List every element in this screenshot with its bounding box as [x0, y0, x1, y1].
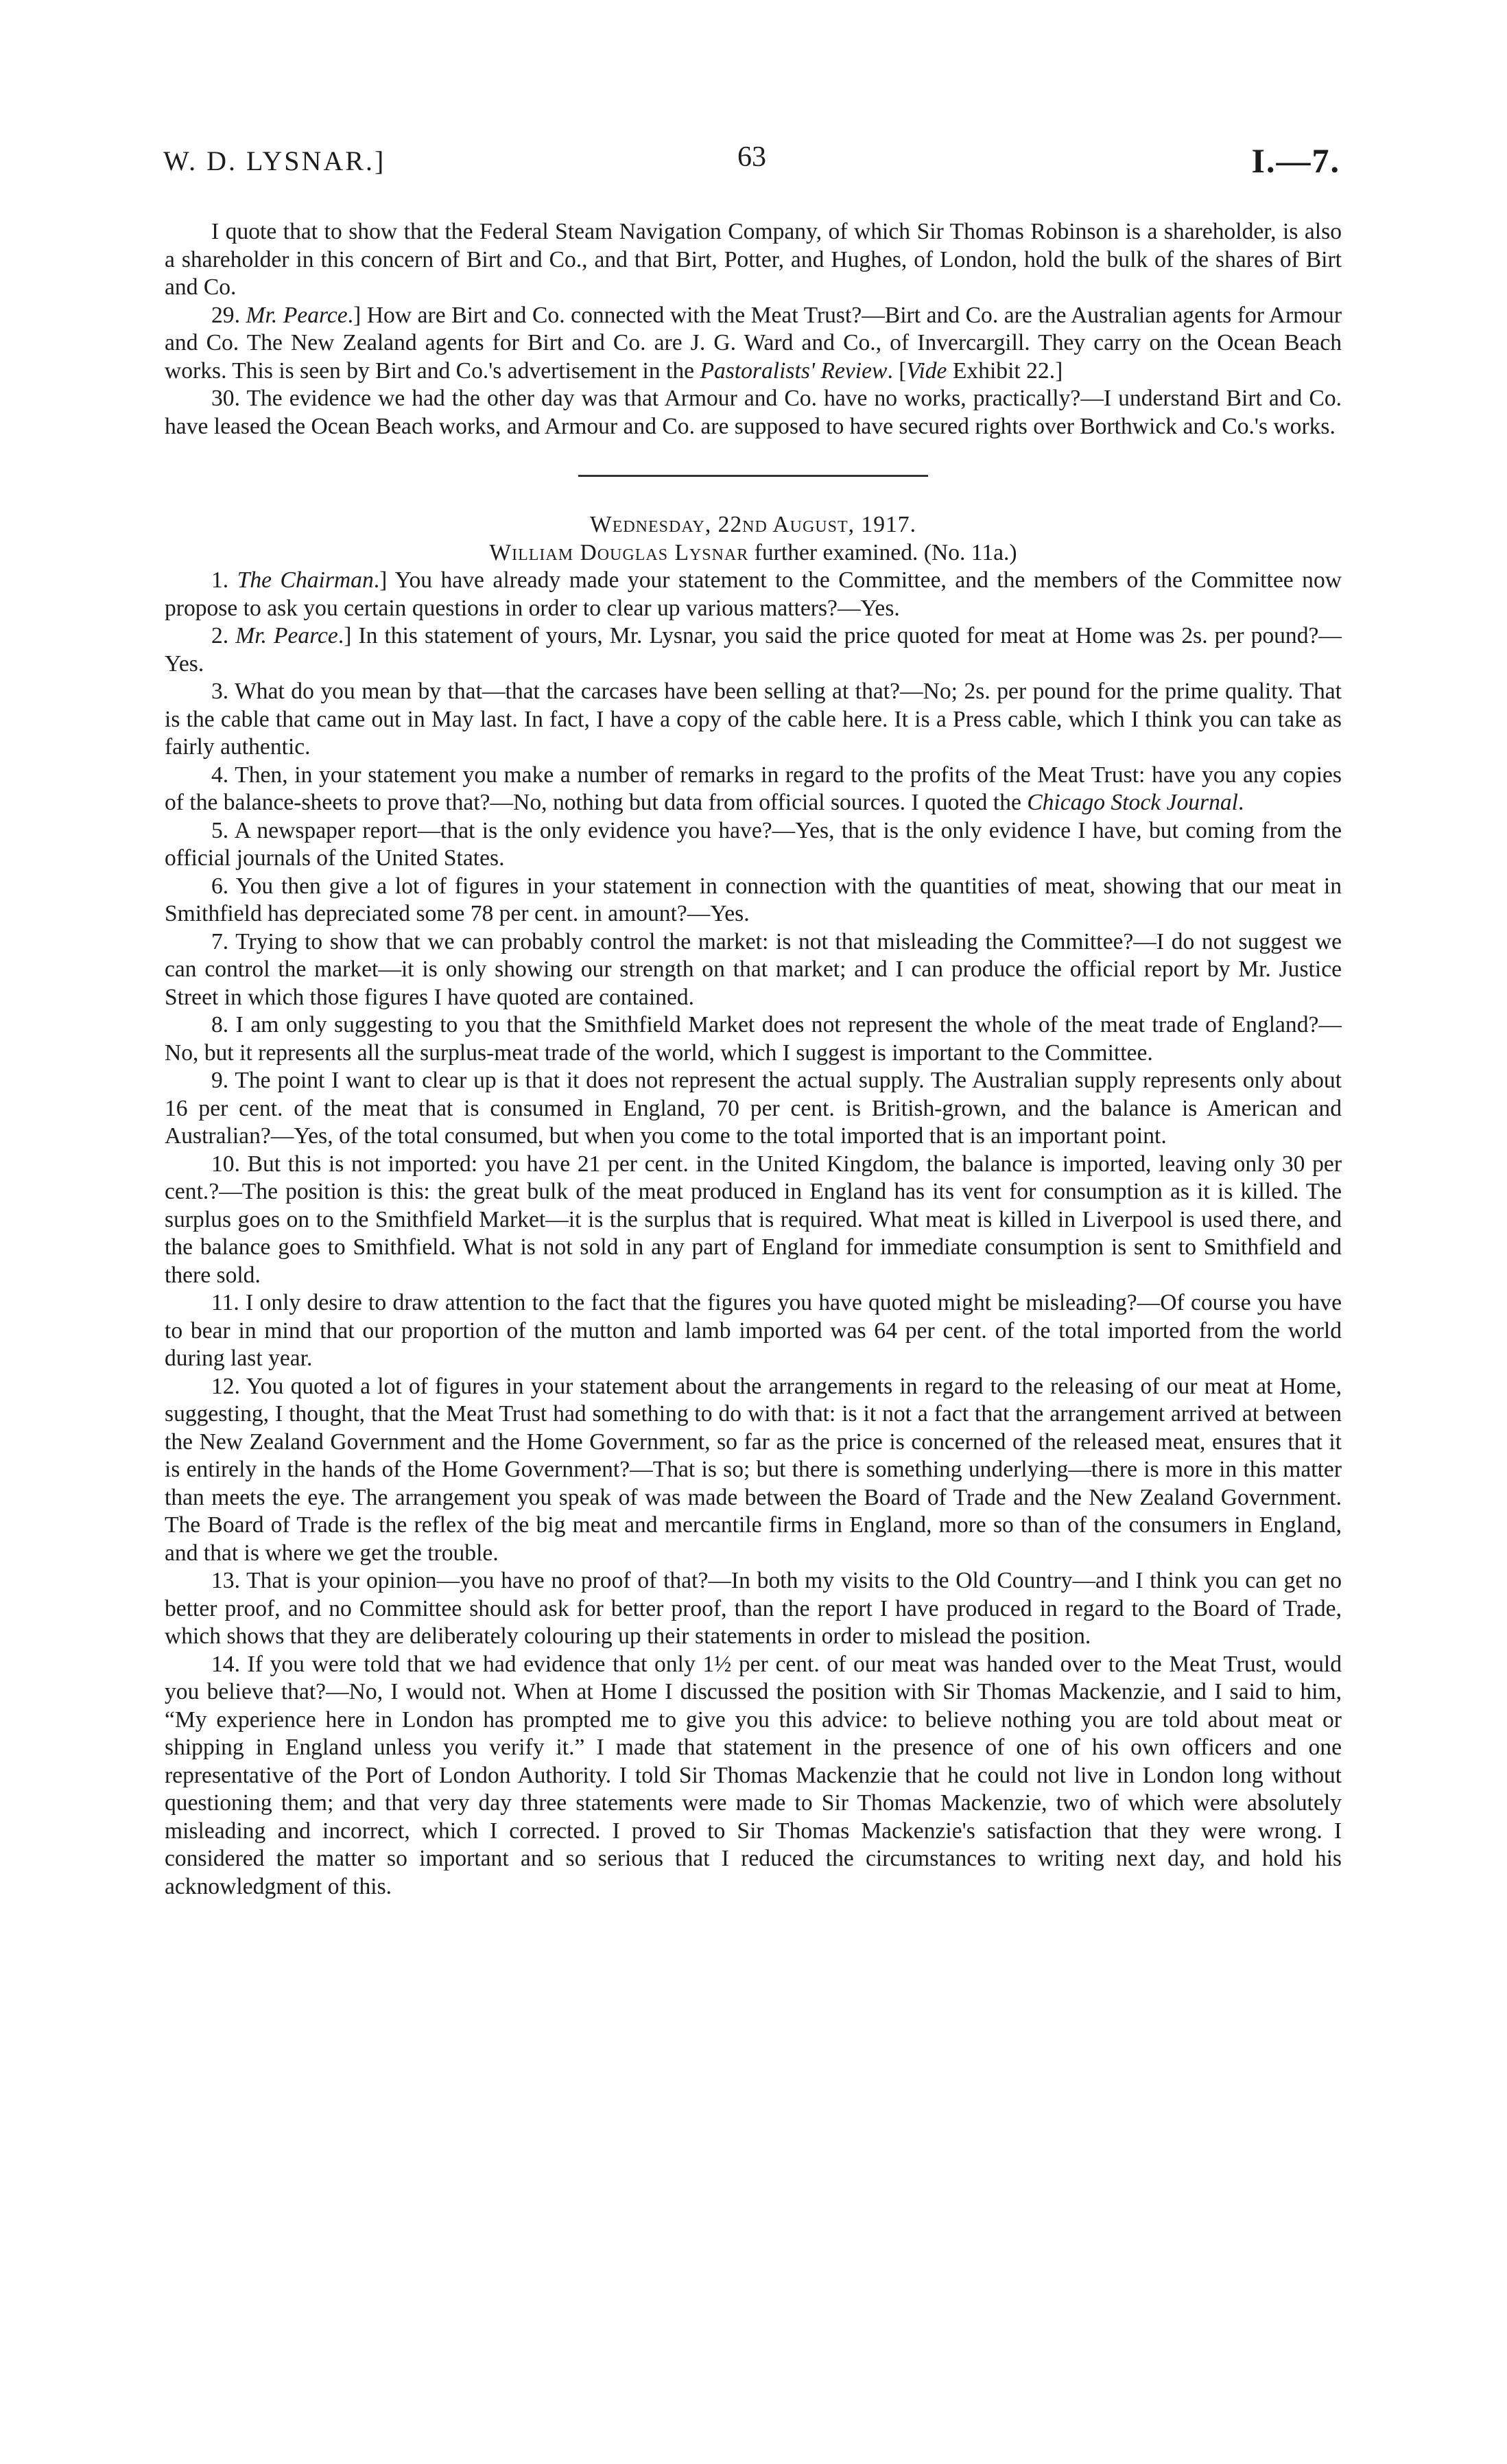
paragraph-text: .] In this statement of yours, Mr. Lysnar, you said the price quoted for meat at Home was 2s. per pound?—Yes.: [165, 623, 1342, 677]
paragraph-text: 1.: [211, 567, 237, 593]
witness-rest: further examined. (No. 11a.): [748, 539, 1017, 565]
paragraph-text: 7. Trying to show that we can probably control the market: is not that misleading the Committee?—I do not suggest we can control the market—it is only showing our strength on that market; and I can produce the official report by Mr. Justice Street in which those figures I have quoted are contained.: [165, 928, 1342, 1010]
paragraph-text: 12. You quoted a lot of figures in your statement about the arrangements in regard to the releasing of our meat at Home, suggesting, I thought, that the Meat Trust had something to do with that: is it not a fact that the arrangement arrived at between the New Zealand Government and the Home Government, so far as the price is concerned of the released meat, ensures that it is entirely in the hands of the Home Government?—That is so; but there is something underlying—there is more in this matter than meets the eye. The arrangement you speak of was made between the Board of Trade and the New Zealand Government. The Board of Trade is the reflex of the big meat and mercantile firms in England, more so than of the consumers in England, and that is where we get the trouble.: [165, 1373, 1342, 1566]
paragraph-text: Vide: [906, 357, 947, 384]
paragraph-text: 11. I only desire to draw attention to the fact that the figures you have quoted might be misleading?—Of course you have to bear in mind that our proportion of the mutton and lamb imported was 64 per cent. of the total imported from the world during last year.: [165, 1290, 1342, 1371]
paragraph-text: 5. A newspaper report—that is the only evidence you have?—Yes, that is the only evidence I have, but coming from the official journals of the United States.: [165, 817, 1342, 871]
paragraph-q29: [165, 302, 1342, 386]
paragraph-text: 10. But this is not imported: you have 21 per cent. in the United Kingdom, the balance is imported, leaving only 30 per cent.?—The position is this: the great bulk of the meat produced in England has its vent for consumption as it is killed. The surplus goes on to the Smithfield Market—it is the surplus that is required. What meat is killed in Liverpool is used there, and the balance goes to Smithfield. What is not sold in any part of England for immediate consumption is sent to Smithfield and there sold.: [165, 1151, 1342, 1288]
paragraph-text: .] How are Birt and Co. connected with the Meat Trust?—Birt and Co. are the Australian agents for Armour and Co. The New Zealand agents for Birt and Co. are J. G. Ward and Co., of Invercargill. They carry on the Ocean Beach works. This is seen by Birt and Co.'s advertisement in the: [165, 302, 1342, 384]
paragraph-text: 6. You then give a lot of figures in your statement in connection with the quantities of meat, showing that our meat in Smithfield has depreciated some 78 per cent. in amount?—Yes.: [165, 873, 1342, 926]
paragraph-text: .] You have already made your statement to the Committee, and the members of the Committee now propose to ask you certain questions in order to clear up various matters?—Yes.: [165, 567, 1342, 621]
paragraph-q9: [165, 1067, 1342, 1151]
paragraph-text: Exhibit 22.]: [947, 357, 1063, 384]
intro-section: [165, 218, 1342, 441]
session-date: Wednesday, 22nd August, 1917.: [590, 512, 916, 537]
paragraph-text: Pastoralists' Review: [700, 357, 888, 384]
paragraph-text: 3. What do you mean by that—that the carcases have been selling at that?—No; 2s. per pound for the prime quality. That is the cable that came out in May last. In fact, I have a copy of the cable here. It is a Press cable, which I think you can take as fairly authentic.: [165, 679, 1342, 760]
page-header: [163, 141, 1340, 189]
paragraph-q12: [165, 1373, 1342, 1568]
paragraph-intro1: [165, 218, 1342, 302]
paragraph-text: 9. The point I want to clear up is that it does not represent the actual supply. The Australian supply represents only about 16 per cent. of the meat that is consumed in England, 70 per cent. is British-grown, and the balance is American and Australian?—Yes, of the total consumed, but when you come to the total imported that is an important point.: [165, 1068, 1342, 1149]
paragraph-text: Mr. Pearce: [235, 623, 338, 648]
paragraph-q4: [165, 762, 1342, 817]
paragraph-text: Mr. Pearce: [246, 302, 348, 328]
paragraph-q13: [165, 1567, 1342, 1651]
paragraph-q10: [165, 1151, 1342, 1290]
paragraph-q5: [165, 817, 1342, 873]
paragraph-q6: [165, 873, 1342, 928]
section-divider: [578, 475, 928, 477]
paragraph-q14: [165, 1651, 1342, 1901]
paper-reference: I.—7.: [1251, 141, 1340, 180]
paragraph-q11: [165, 1289, 1342, 1373]
page-number: 63: [737, 141, 766, 173]
paragraph-text: 29.: [211, 302, 246, 328]
witness-name: William Douglas Lysnar: [489, 539, 749, 565]
paragraph-text: 30. The evidence we had the other day was that Armour and Co. have no works, practically?—I understand Birt and Co. have leased the Ocean Beach works, and Armour and Co. are supposed to have secured rights over Borthwick and Co.'s works.: [165, 386, 1342, 439]
paragraph-text: The Chairman: [237, 567, 374, 593]
questions-section: [165, 567, 1342, 1901]
paragraph-q1: [165, 567, 1342, 622]
header-witness: W. D. LYSNAR.]: [163, 145, 386, 176]
paragraph-text: I quote that to show that the Federal Steam Navigation Company, of which Sir Thomas Robinson is a shareholder, is also a shareholder in this concern of Birt and Co., and that Birt, Potter, and Hughes, of London, hold the bulk of the shares of Birt and Co.: [165, 219, 1342, 300]
paragraph-text: 8. I am only suggesting to you that the Smithfield Market does not represent the whole of the meat trade of England?—No, but it represents all the surplus-meat trade of the world, which I suggest is important to the Committee.: [165, 1012, 1342, 1066]
paragraph-text: 14. If you were told that we had evidence that only 1½ per cent. of our meat was handed over to the Meat Trust, would you believe that?—No, I would not. When at Home I discussed the position with Sir Thomas Mackenzie, and I said to him, “My experience here in London has prompted me to give you this advice: to believe nothing you are told about meat or shipping in England unless you verify it.” I made that statement in the presence of one of his own officers and one representative of the Port of London Authority. I told Sir Thomas Mackenzie that he could not live in London long without questioning them; and that very day three statements were made to Sir Thomas Mackenzie, two of which were absolutely misleading and incorrect, which I corrected. I proved to Sir Thomas Mackenzie's satisfaction that they were wrong. I considered the matter so important and so serious that I reduced the circumstances to writing next day, and hold his acknowledgment of this.: [165, 1651, 1342, 1899]
paragraph-q30: [165, 385, 1342, 441]
paragraph-text: 13. That is your opinion—you have no proof of that?—In both my visits to the Old Country—and I think you can get no better proof, and no Committee should ask for better proof, than the report I have produced in regard to the Board of Trade, which shows that they are deliberately colouring up their statements in order to mislead the position.: [165, 1568, 1342, 1649]
paragraph-q2: [165, 622, 1342, 678]
paragraph-q3: [165, 678, 1342, 762]
paragraph-text: Chicago Stock Journal: [1027, 790, 1238, 815]
paragraph-q8: [165, 1011, 1342, 1067]
witness-line: [165, 539, 1342, 567]
paragraph-text: . [: [887, 357, 907, 384]
paragraph-text: 2.: [211, 623, 236, 648]
paragraph-q7: [165, 928, 1342, 1012]
document-body: [165, 218, 1342, 1901]
paragraph-text: 4. Then, in your statement you make a number of remarks in regard to the profits of the Meat Trust: have you any copies of the balance-sheets to prove that?—No, nothing but data from official sources. I quoted the: [165, 762, 1342, 815]
paragraph-text: .: [1238, 790, 1244, 815]
